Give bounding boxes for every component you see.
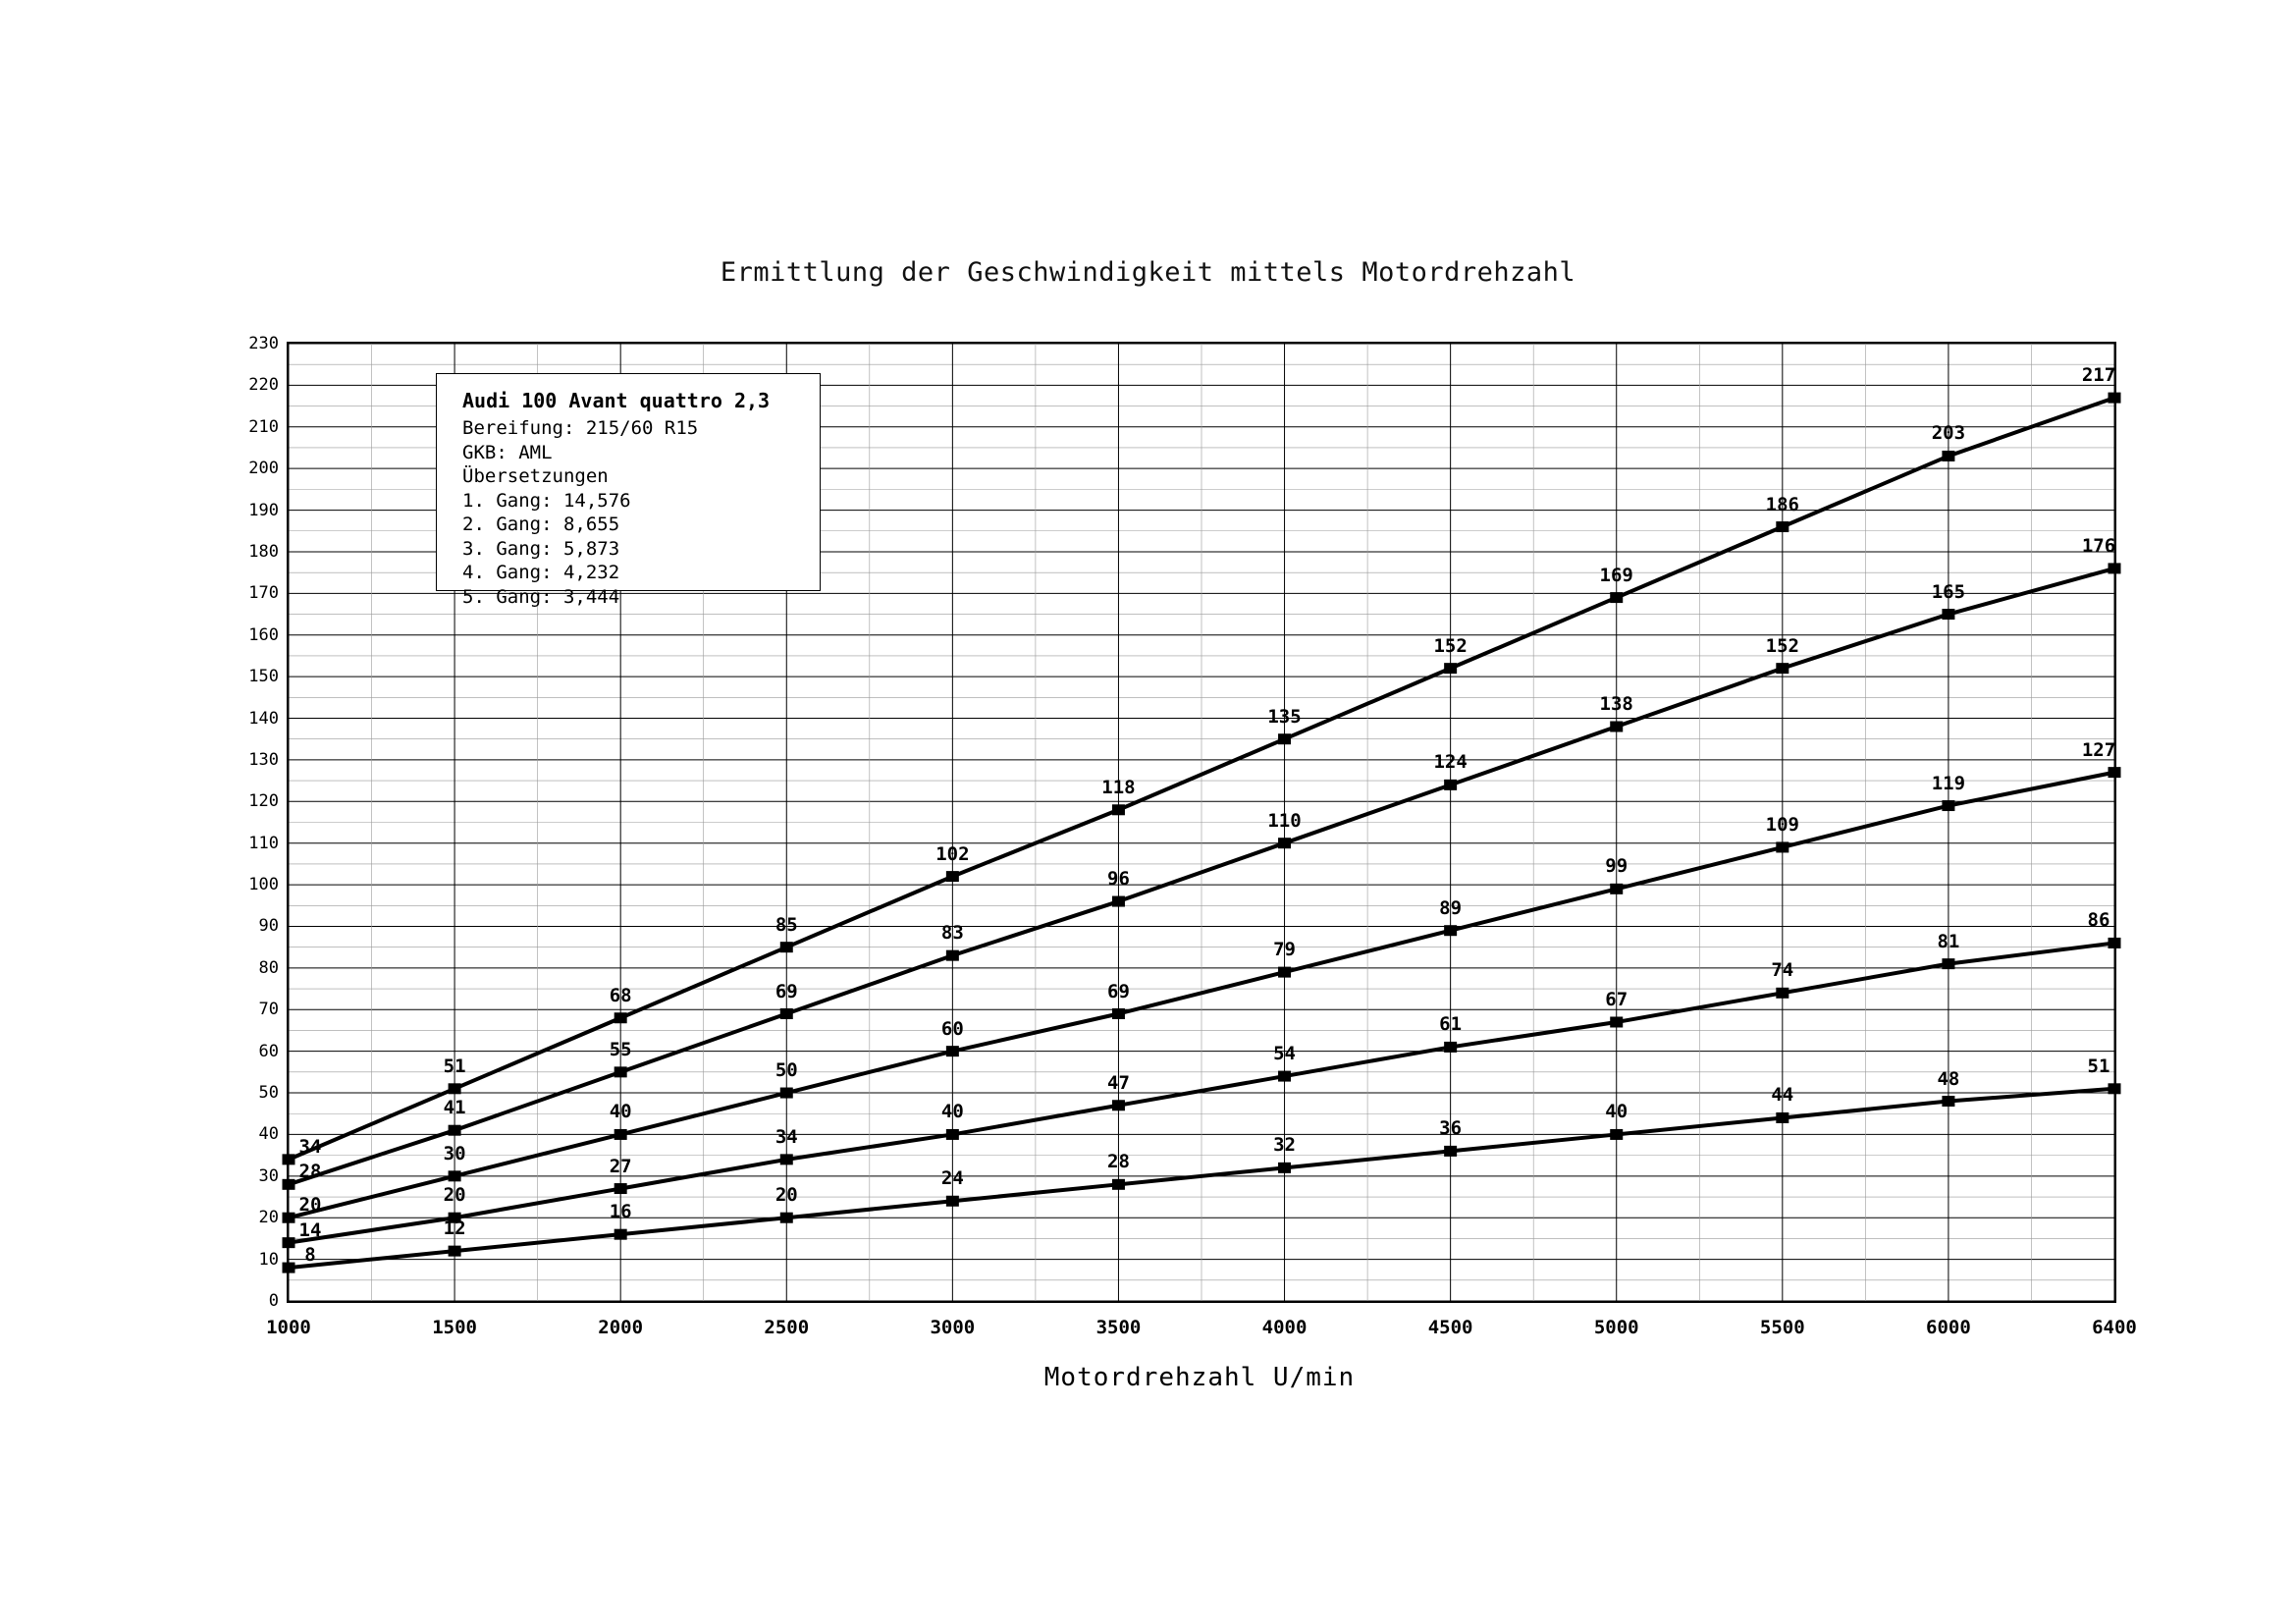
data-point-label: 28	[298, 1161, 322, 1183]
legend-line: Bereifung: 215/60 R15	[462, 417, 699, 439]
y-tick-label: 100	[248, 875, 279, 895]
data-point-label: 124	[1433, 751, 1468, 774]
data-point-marker	[2109, 563, 2121, 573]
data-point-label: 34	[774, 1125, 798, 1148]
data-point-label: 51	[2087, 1055, 2110, 1077]
data-point-label: 85	[774, 913, 798, 936]
legend-line: 4. Gang: 4,232	[462, 562, 620, 583]
data-point-label: 152	[1433, 634, 1468, 657]
data-point-label: 27	[609, 1155, 632, 1177]
data-point-marker	[946, 1129, 959, 1140]
data-point-label: 20	[443, 1184, 466, 1207]
data-point-marker	[2109, 393, 2121, 404]
x-tick-label: 4000	[1261, 1317, 1308, 1338]
data-point-label: 8	[304, 1244, 316, 1267]
data-point-label: 86	[2087, 909, 2110, 932]
y-tick-label: 20	[258, 1208, 279, 1228]
data-point-marker	[1776, 841, 1789, 852]
data-point-label: 186	[1765, 493, 1799, 515]
data-point-label: 99	[1605, 855, 1629, 878]
data-point-label: 40	[609, 1101, 632, 1123]
data-point-marker	[283, 1263, 295, 1273]
legend-line: 2. Gang: 8,655	[462, 514, 620, 535]
data-point-marker	[1278, 838, 1291, 848]
data-point-marker	[1776, 663, 1789, 674]
data-point-marker	[1610, 592, 1623, 603]
data-point-marker	[283, 1179, 295, 1190]
legend-line: GKB: AML	[462, 441, 553, 463]
y-tick-label: 140	[248, 708, 279, 729]
data-point-marker	[283, 1154, 295, 1164]
data-point-marker	[946, 1046, 959, 1056]
data-point-marker	[1610, 884, 1623, 894]
data-point-label: 169	[1599, 564, 1633, 586]
data-point-marker	[1610, 1129, 1623, 1140]
data-point-marker	[1112, 1100, 1125, 1110]
y-tick-label: 230	[248, 334, 279, 353]
data-point-marker	[1610, 722, 1623, 732]
data-point-marker	[1278, 1071, 1291, 1082]
y-tick-label: 0	[268, 1291, 279, 1311]
data-point-label: 152	[1765, 634, 1799, 657]
data-point-marker	[614, 1129, 627, 1140]
data-point-marker	[1112, 896, 1125, 907]
data-point-marker	[1112, 1179, 1125, 1190]
data-point-marker	[1444, 1146, 1457, 1157]
legend-box	[436, 373, 821, 608]
legend-title: Audi 100 Avant quattro 2,3	[462, 389, 771, 412]
legend-line: 5. Gang: 3,444	[462, 585, 620, 608]
data-point-label: 48	[1937, 1067, 1960, 1090]
y-tick-label: 50	[258, 1083, 279, 1104]
y-tick-label: 190	[248, 500, 279, 520]
data-point-label: 30	[443, 1142, 466, 1164]
x-tick-label: 5500	[1759, 1317, 1805, 1338]
data-point-marker	[614, 1183, 627, 1194]
data-point-marker	[1610, 1016, 1623, 1027]
data-point-label: 41	[443, 1097, 466, 1119]
data-point-marker	[946, 1196, 959, 1207]
data-point-label: 119	[1931, 772, 1966, 794]
data-point-marker	[1444, 663, 1457, 674]
y-tick-label: 130	[248, 749, 279, 770]
data-point-label: 83	[940, 922, 964, 945]
data-point-marker	[1942, 958, 1954, 969]
y-tick-label: 200	[248, 459, 279, 479]
y-tick-label: 70	[258, 1000, 279, 1020]
chart-title: Ermittlung der Geschwindigkeit mittels Motordrehzahl	[720, 257, 1576, 288]
data-point-marker	[1278, 967, 1291, 978]
data-point-marker	[2109, 938, 2121, 948]
data-point-marker	[1776, 521, 1789, 532]
data-point-marker	[1942, 800, 1954, 811]
data-point-label: 50	[774, 1059, 798, 1082]
data-point-label: 24	[940, 1167, 964, 1190]
x-tick-label: 2500	[764, 1317, 810, 1338]
legend-line: Übersetzungen	[462, 465, 609, 487]
legend-line: 1. Gang: 14,576	[462, 489, 631, 512]
data-point-marker	[780, 1088, 793, 1099]
y-tick-label: 170	[248, 583, 279, 604]
data-point-label: 16	[609, 1201, 632, 1223]
data-point-label: 12	[443, 1218, 466, 1240]
data-point-label: 44	[1771, 1084, 1794, 1107]
data-point-marker	[1444, 780, 1457, 790]
y-tick-label: 10	[258, 1249, 279, 1270]
data-point-label: 96	[1107, 868, 1130, 891]
x-tick-label: 3000	[930, 1317, 976, 1338]
data-point-label: 51	[443, 1055, 466, 1077]
data-point-marker	[780, 1154, 793, 1164]
y-tick-label: 220	[248, 375, 279, 396]
data-point-label: 203	[1931, 422, 1966, 445]
data-point-marker	[449, 1246, 461, 1257]
data-point-label: 55	[609, 1038, 632, 1060]
data-point-marker	[1278, 1163, 1291, 1173]
data-point-marker	[1776, 988, 1789, 999]
data-point-marker	[780, 942, 793, 952]
data-point-marker	[1278, 733, 1291, 744]
x-tick-label: 5000	[1593, 1317, 1639, 1338]
y-tick-label: 30	[258, 1165, 279, 1186]
data-point-label: 69	[1107, 980, 1130, 1002]
data-point-label: 165	[1931, 580, 1966, 603]
y-tick-label: 60	[258, 1041, 279, 1061]
y-tick-label: 110	[248, 833, 279, 853]
data-point-label: 217	[2081, 364, 2116, 387]
x-axis-label: Motordrehzahl U/min	[1043, 1363, 1356, 1392]
data-point-label: 61	[1439, 1013, 1463, 1036]
data-point-label: 54	[1273, 1043, 1296, 1065]
data-point-marker	[946, 871, 959, 882]
data-point-label: 28	[1107, 1151, 1130, 1173]
x-tick-label: 1500	[432, 1317, 477, 1338]
plot-area	[248, 334, 2137, 1338]
data-point-marker	[614, 1229, 627, 1240]
data-point-label: 34	[298, 1135, 322, 1158]
y-tick-label: 80	[258, 957, 279, 978]
data-point-label: 79	[1273, 939, 1296, 961]
data-point-label: 60	[940, 1017, 964, 1040]
data-point-marker	[1942, 609, 1954, 620]
data-point-label: 74	[1771, 959, 1794, 982]
data-point-label: 109	[1765, 813, 1799, 836]
data-point-marker	[449, 1170, 461, 1181]
data-point-label: 40	[940, 1101, 964, 1123]
x-tick-label: 3500	[1095, 1317, 1142, 1338]
data-point-label: 36	[1439, 1117, 1463, 1140]
data-point-marker	[1942, 451, 1954, 461]
data-point-label: 176	[2081, 534, 2116, 557]
y-tick-label: 210	[248, 416, 279, 437]
data-point-label: 110	[1267, 809, 1302, 832]
data-point-marker	[1942, 1096, 1954, 1107]
y-tick-label: 150	[248, 667, 279, 687]
x-tick-label: 2000	[598, 1317, 644, 1338]
data-point-marker	[614, 1012, 627, 1023]
y-tick-label: 40	[258, 1124, 279, 1145]
data-point-marker	[780, 1213, 793, 1223]
x-tick-label: 6400	[2092, 1317, 2137, 1338]
y-tick-label: 90	[258, 916, 279, 937]
y-tick-label: 160	[248, 624, 279, 645]
data-point-marker	[780, 1008, 793, 1019]
data-point-label: 102	[935, 842, 970, 865]
data-point-label: 69	[774, 980, 798, 1002]
data-point-marker	[1112, 804, 1125, 815]
x-tick-label: 1000	[266, 1317, 311, 1338]
legend-line: 3. Gang: 5,873	[462, 537, 620, 560]
data-point-marker	[2109, 767, 2121, 778]
data-point-label: 127	[2081, 738, 2116, 761]
data-point-marker	[283, 1213, 295, 1223]
data-point-marker	[2109, 1083, 2121, 1094]
y-tick-label: 180	[248, 541, 279, 562]
data-point-label: 118	[1101, 776, 1136, 798]
data-point-label: 32	[1273, 1134, 1296, 1157]
data-point-marker	[283, 1237, 295, 1248]
data-point-label: 40	[1605, 1101, 1629, 1123]
data-point-label: 81	[1937, 930, 1960, 952]
data-point-marker	[1444, 925, 1457, 936]
data-point-label: 20	[298, 1194, 322, 1217]
data-point-marker	[1112, 1008, 1125, 1019]
x-tick-label: 4500	[1427, 1317, 1473, 1338]
data-point-marker	[614, 1066, 627, 1077]
data-point-label: 67	[1605, 988, 1629, 1010]
data-point-marker	[1444, 1042, 1457, 1053]
data-point-label: 20	[774, 1184, 798, 1207]
data-point-label: 135	[1267, 705, 1302, 728]
data-point-label: 89	[1439, 896, 1463, 919]
data-point-label: 14	[298, 1218, 322, 1241]
data-point-marker	[946, 950, 959, 961]
data-point-label: 47	[1107, 1071, 1130, 1094]
data-point-label: 138	[1599, 693, 1633, 715]
data-point-marker	[1776, 1112, 1789, 1123]
y-tick-label: 120	[248, 791, 279, 812]
data-point-marker	[449, 1083, 461, 1094]
data-point-label: 68	[609, 984, 632, 1006]
data-point-marker	[449, 1125, 461, 1136]
x-tick-label: 6000	[1926, 1317, 1971, 1338]
